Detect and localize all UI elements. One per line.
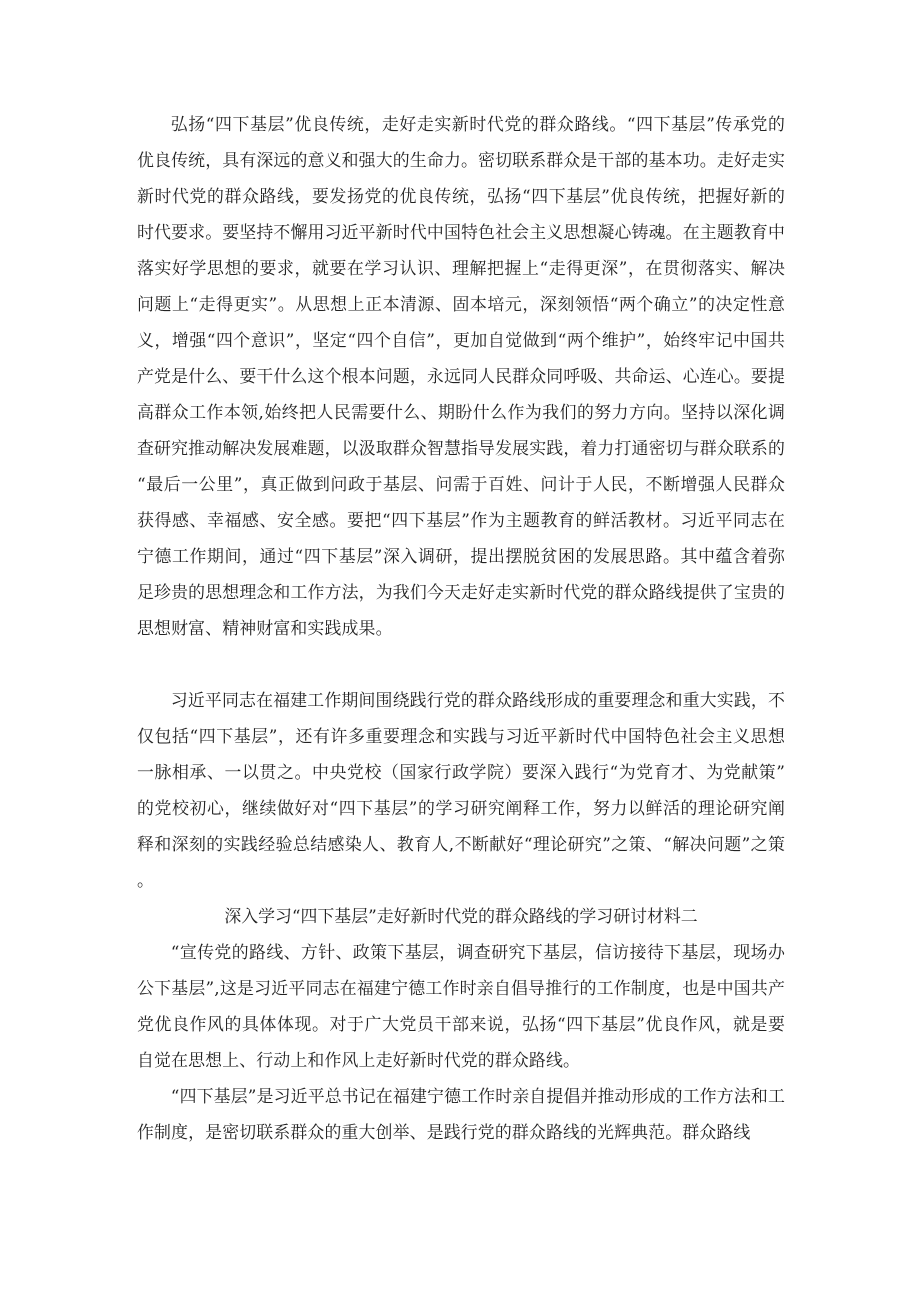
paragraph-4: “四下基层”是习近平总书记在福建宁德工作时亲自提倡并推动形成的工作方法和工作制度，是密切联系群众的重大创举、是践行党的群众路线的光辉典范。群众路线 — [137, 1086, 785, 1142]
paragraph-2: 习近平同志在福建工作期间围绕践行党的群众路线形成的重要理念和重大实践，不仅包括“四下基层”，还有许多重要理念和实践与习近平新时代中国特色社会主义思想一脉相承、一以贯之。中央党校（国家行政学院）要深入践行“为党育才、为党献策”的党校初心，继续做好对“四下基层”的学习研究阐释工作，努力以鲜活的理论研究阐释和深刻的实践经验总结感染人、教育人,不断献好“理论研究”之策、“解决问题”之策。 — [137, 690, 785, 890]
document-body — [137, 106, 785, 1150]
section-subtitle: 深入学习“四下基层”走好新时代党的群众路线的学习研讨材料二 — [224, 906, 698, 926]
paragraph-3: “宣传党的路线、方针、政策下基层，调查研究下基层，信访接待下基层，现场办公下基层”,这是习近平同志在福建宁德工作时亲自倡导推行的工作制度，也是中国共产党优良作风的具体体现。对于广大党员干部来说，弘扬“四下基层”优良作风，就是要自觉在思想上、行动上和作风上走好新时代党的群众路线。 — [137, 942, 785, 1070]
paragraph-1: 弘扬“四下基层”优良传统，走好走实新时代党的群众路线。“四下基层”传承党的优良传统，具有深远的意义和强大的生命力。密切联系群众是干部的基本功。走好走实新时代党的群众路线，要发扬党的优良传统，弘扬“四下基层”优良传统，把握好新的时代要求。要坚持不懈用习近平新时代中国特色社会主义思想凝心铸魂。在主题教育中落实好学思想的要求，就要在学习认识、理解把握上“走得更深”，在贯彻落实、解决问题上“走得更实”。从思想上正本清源、固本培元，深刻领悟“两个确立”的决定性意义，增强“四个意识”，坚定“四个自信”，更加自觉做到“两个维护”，始终牢记中国共产党是什么、要干什么这个根本问题，永远同人民群众同呼吸、共命运、心连心。要提高群众工作本领,始终把人民需要什么、期盼什么作为我们的努力方向。坚持以深化调查研究推动解决发展难题，以汲取群众智慧指导发展实践，着力打通密切与群众联系的“最后一公里”，真正做到问政于基层、问需于百姓、问计于人民，不断增强人民群众获得感、幸福感、安全感。要把“四下基层”作为主题教育的鲜活教材。习近平同志在宁德工作期间，通过“四下基层”深入调研，提出摆脱贫困的发展思路。其中蕴含着弥足珍贵的思想理念和工作方法，为我们今天走好走实新时代党的群众路线提供了宝贵的思想财富、精神财富和实践成果。 — [137, 114, 785, 638]
